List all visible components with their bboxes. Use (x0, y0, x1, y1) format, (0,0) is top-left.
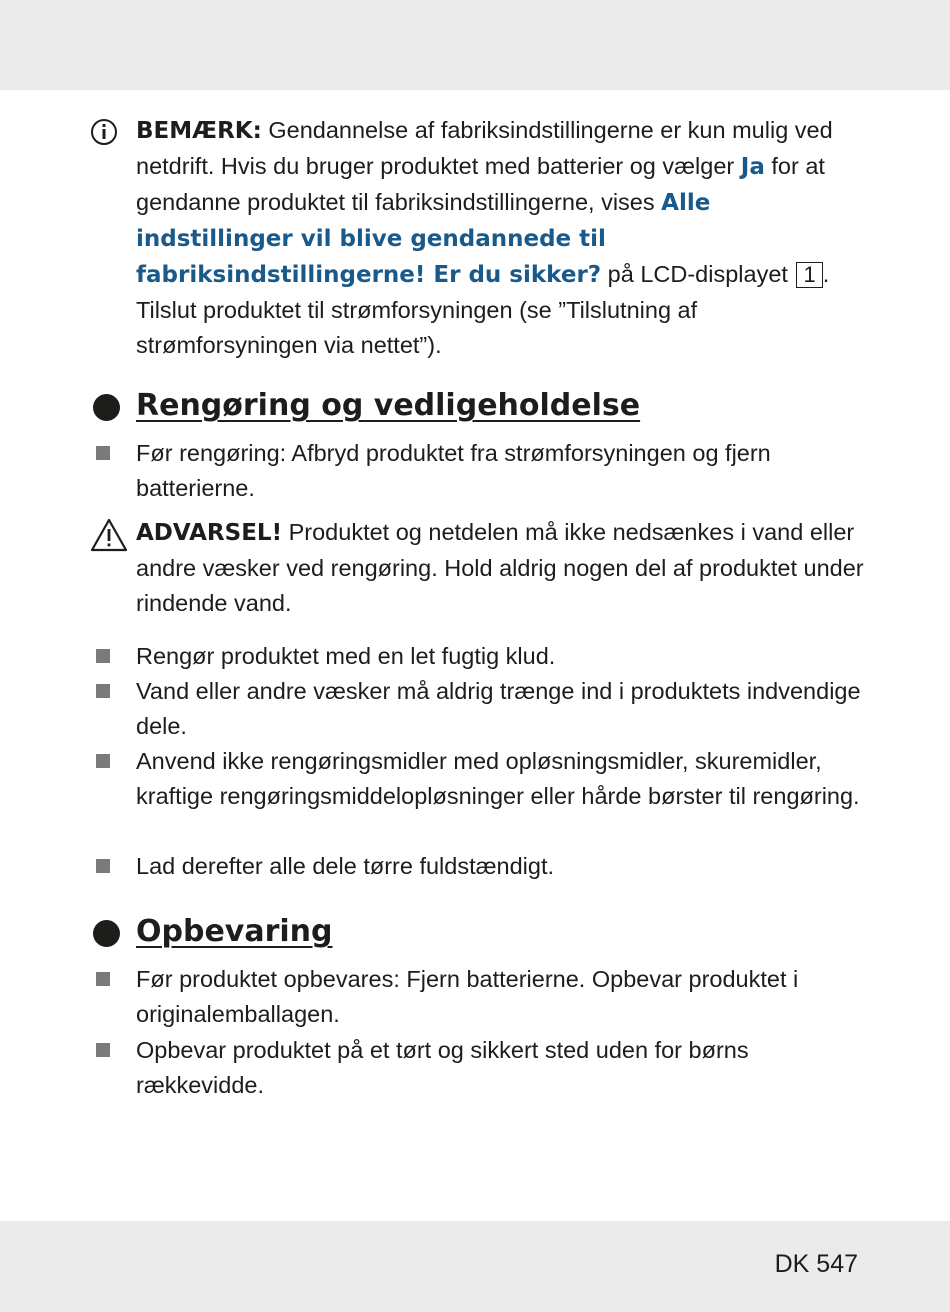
section-bullet-icon (93, 920, 120, 947)
reference-number: 1 (796, 262, 822, 288)
highlight-yes: Ja (740, 154, 765, 180)
warning-paragraph: ADVARSEL! Produktet og netdelen må ikke nedsænkes i vand eller andre væsker ved rengøring. Hold aldrig nogen del af produktet under rindende vand. (136, 519, 864, 616)
section-heading-cleaning: Rengøring og vedligeholdelse (136, 388, 641, 423)
list-item: Rengør produktet med en let fugtig klud. (136, 643, 556, 669)
square-bullet-icon (96, 684, 110, 698)
square-bullet-icon (96, 754, 110, 768)
section-bullet-icon (93, 394, 120, 421)
warning-label: ADVARSEL! (136, 520, 283, 546)
list-item: Anvend ikke rengøringsmidler med opløsningsmidler, skuremidler, kraftige rengøringsmiddelopløsninger eller hårde børster til rengøring. (136, 748, 860, 809)
list-item: Vand eller andre væsker må aldrig trænge ind i produktets indvendige dele. (136, 678, 861, 739)
highlight-message: Alle indstillinger vil blive gendannede til fabriksindstillingerne! Er du sikker? (136, 190, 711, 288)
list-item: Før produktet opbevares: Fjern batterierne. Opbevar produktet i originalemballagen. (136, 966, 799, 1027)
list-item: Opbevar produktet på et tørt og sikkert sted uden for børns rækkevidde. (136, 1037, 749, 1098)
info-icon (90, 118, 118, 146)
header-band (0, 0, 950, 90)
square-bullet-icon (96, 1043, 110, 1057)
square-bullet-icon (96, 972, 110, 986)
warning-icon (90, 518, 128, 552)
page-number: DK 547 (774, 1250, 858, 1278)
square-bullet-icon (96, 859, 110, 873)
section-heading-storage: Opbevaring (136, 914, 333, 949)
list-item: Lad derefter alle dele tørre fuldstændigt. (136, 853, 555, 879)
list-item: Før rengøring: Afbryd produktet fra strømforsyningen og fjern batterierne. (136, 440, 771, 501)
square-bullet-icon (96, 446, 110, 460)
note-label: BEMÆRK: (136, 118, 262, 144)
note-paragraph: BEMÆRK: Gendannelse af fabriksindstillingerne er kun mulig ved netdrift. Hvis du bruger produktet med batterier og vælger Ja for at gendanne produktet til fabriksindstillingerne, vises Alle indstillinger vil blive gendannede til fabriksindstillingerne! Er du sikker? på LCD-displayet 1 . Tilslut produktet til strømforsyningen (se ”Tilslutning af strømforsyningen via nettet”). (136, 117, 833, 358)
square-bullet-icon (96, 649, 110, 663)
